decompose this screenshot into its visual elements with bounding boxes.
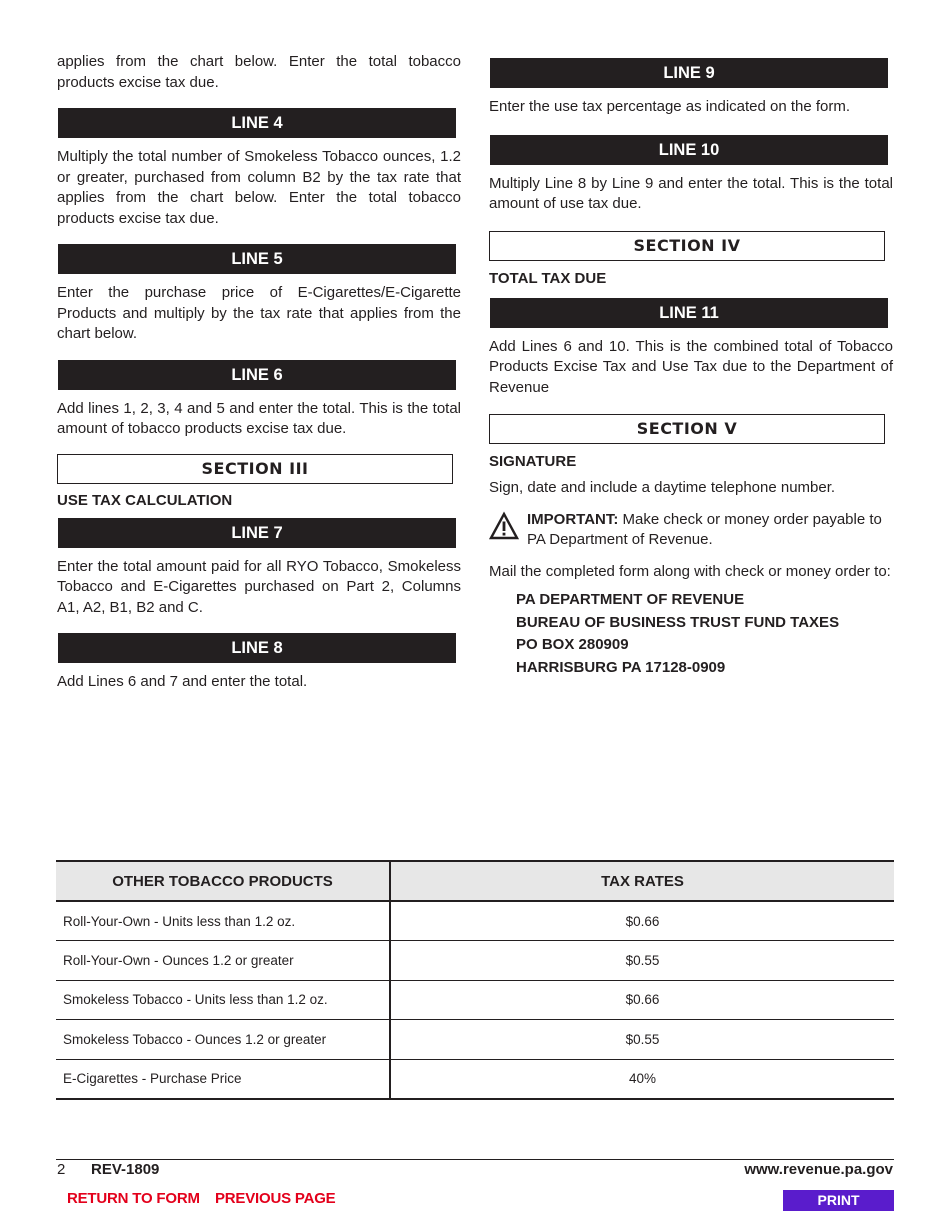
section-3-subhead: USE TAX CALCULATION [57,491,233,509]
previous-page-link[interactable]: PREVIOUS PAGE [215,1190,336,1207]
line-4-text: Multiply the total number of Smokeless Tobacco ounces, 1.2 or greater, purchased from column B2 by the tax rate that applies from the chart below. Enter the total tobacco products excise tax due. [57,148,461,227]
footer-divider [56,1159,894,1160]
address-line: HARRISBURG PA 17128-0909 [516,658,726,676]
line-5-heading: LINE 5 [58,244,456,274]
line-8-heading: LINE 8 [58,633,456,663]
section-3-heading: SECTION III [57,454,453,484]
intro-text: applies from the chart below. Enter the total tobacco products excise tax due. [57,53,461,91]
print-button[interactable]: PRINT [783,1190,894,1211]
table-row [56,1059,894,1099]
table-row [56,1020,894,1060]
page-number: 2 [57,1161,66,1178]
line-10-heading: LINE 10 [490,135,888,165]
line-6-heading: LINE 6 [58,360,456,390]
rate-cell: $0.66 [390,980,894,1020]
important-notice [489,510,893,551]
table-header-row [56,861,894,901]
tax-rates-table [56,860,894,1100]
table-row [56,980,894,1020]
rate-cell: $0.66 [390,901,894,941]
table-row [56,901,894,941]
section-5-subhead: SIGNATURE [489,453,577,470]
column-header-rates: TAX RATES [390,861,894,901]
address-line: PO BOX 280909 [516,636,629,653]
product-cell: E-Cigarettes - Purchase Price [56,1059,390,1099]
return-to-form-link[interactable]: RETURN TO FORM [67,1190,200,1207]
rate-cell: $0.55 [390,941,894,981]
mail-instructions: Mail the completed form along with check or money order to: [489,562,891,580]
signature-instructions: Sign, date and include a daytime telephone number. [489,479,836,496]
line-10-text: Multiply Line 8 by Line 9 and enter the total. This is the total amount of use tax due. [489,174,893,212]
rate-cell: $0.55 [390,1020,894,1060]
line-7-heading: LINE 7 [58,518,456,548]
section-5-heading: SECTION V [489,414,885,444]
important-text [527,510,893,551]
website-url: www.revenue.pa.gov [744,1161,893,1178]
section-4-heading: SECTION IV [489,231,885,261]
product-cell: Roll-Your-Own - Units less than 1.2 oz. [56,901,390,941]
line-9-text: Enter the use tax percentage as indicated on the form. [489,98,851,115]
line-5-text: Enter the purchase price of E-Cigarettes/E-Cigarette Products and multiply by the tax rate that applies from the chart below. [57,284,461,342]
line-4-heading: LINE 4 [58,108,456,138]
right-column [489,58,893,679]
form-id: REV-1809 [91,1161,160,1178]
product-cell: Smokeless Tobacco - Units less than 1.2 oz. [56,980,390,1020]
line-6-text: Add lines 1, 2, 3, 4 and 5 and enter the total. This is the total amount of tobacco products excise tax due. [57,399,461,437]
product-cell: Smokeless Tobacco - Ounces 1.2 or greater [56,1020,390,1060]
important-label: IMPORTANT: [527,510,619,528]
line-11-text: Add Lines 6 and 10. This is the combined total of Tobacco Products Excise Tax and Use Tax due to the Department of Revenue [489,337,893,396]
line-8-text: Add Lines 6 and 7 and enter the total. [57,673,308,690]
line-9-heading: LINE 9 [490,58,888,88]
mailing-address [489,589,893,679]
product-cell: Roll-Your-Own - Ounces 1.2 or greater [56,941,390,981]
line-7-text: Enter the total amount paid for all RYO Tobacco, Smokeless Tobacco and E-Cigarettes purchased on Part 2, Columns A1, A2, B1, B2 and C. [57,557,461,616]
left-column [57,52,461,693]
address-line: BUREAU OF BUSINESS TRUST FUND TAXES [516,613,840,631]
table-row [56,941,894,981]
warning-triangle-icon [489,511,519,541]
important-message: Make check or money order payable to PA Department of Revenue. [527,510,882,548]
line-11-heading: LINE 11 [490,298,888,328]
rate-cell: 40% [628,1071,657,1086]
section-4-subhead: TOTAL TAX DUE [489,269,607,287]
address-line: PA DEPARTMENT OF REVENUE [516,591,745,608]
column-header-products: OTHER TOBACCO PRODUCTS [56,861,390,901]
